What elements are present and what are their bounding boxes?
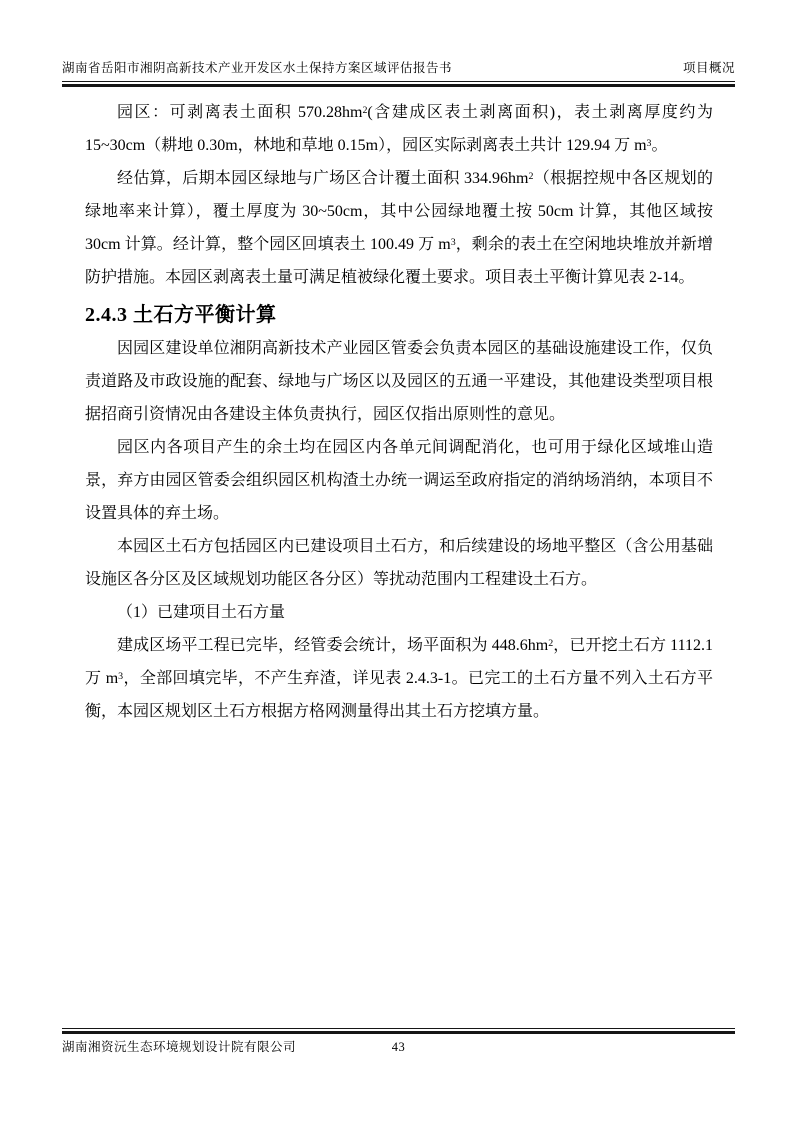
header-rule-thick [62, 84, 735, 87]
paragraph-item-1-title: （1）已建项目土石方量 [117, 604, 286, 621]
footer-rule-thick [62, 1031, 735, 1034]
paragraph-surplus-soil: 园区内各项目产生的余土均在园区内各单元间调配消化，也可用于绿化区域堆山造景，弃方由园区管委会组织园区机构渣土办统一调运至政府指定的消纳场消纳，本项目不设置具体的弃土场。 [85, 439, 713, 522]
superscript-unit: 2 [362, 104, 368, 116]
header-section-label: 项目概况 [682, 61, 735, 75]
paragraph-topsoil-cover: 经估算，后期本园区绿地与广场区合计覆土面积 $334.96hm^2$（根据控规中各区规划的绿地率来计算），覆土厚度为 30~50cm，其中公园绿地覆土按 50cm 计算，其他区域按 30cm 计算。经计算，整个园区回填表土 100.49 万 $m^3$，剩余的表土在空闲地块堆放并新增防护措施。本园区剥离表土量可满足植被绿化覆土要求。项目表土平衡计算见表 2-14。 [85, 170, 713, 286]
page-footer [62, 1028, 735, 1056]
superscript-unit: 3 [450, 236, 456, 248]
document-body [85, 96, 713, 728]
header-report-title: 湖南省岳阳市湘阴高新技术产业开发区水土保持方案区域评估报告书 [62, 61, 453, 75]
superscript-unit: 2 [548, 637, 554, 649]
superscript-unit: 3 [118, 670, 124, 682]
superscript-unit: 3 [646, 137, 652, 149]
paragraph-earthwork-scope: 本园区土石方包括园区内已建设项目土石方，和后续建设的场地平整区（含公用基础设施区各分区及区域规划功能区各分区）等扰动范围内工程建设土石方。 [85, 538, 713, 588]
footer-company-name: 湖南湘资沅生态环境规划设计院有限公司 [62, 1039, 297, 1054]
section-heading-2-4-3: 2.4.3 土石方平衡计算 [85, 304, 277, 326]
header-row [62, 60, 735, 77]
footer-row [62, 1039, 735, 1056]
superscript-unit: 2 [528, 170, 534, 182]
page-header [62, 60, 735, 87]
paragraph-completed-earthwork: 建成区场平工程已完毕，经管委会统计，场平面积为 $448.6hm^2$，已开挖土石方 1112.1 万 $m^3$，全部回填完毕，不产生弃渣，详见表 2.4.3-1。已完工的土石方量不列入土石方平衡，本园区规划区土石方根据方格网测量得出其土石方挖填方量。 [85, 637, 713, 720]
paragraph-construction-responsibility: 因园区建设单位湘阴高新技术产业园区管委会负责本园区的基础设施建设工作，仅负责道路及市政设施的配套、绿地与广场区以及园区的五通一平建设，其他建设类型项目根据招商引资情况由各建设主体负责执行，园区仅指出原则性的意见。 [85, 340, 713, 423]
paragraph-topsoil-strip: 园区：可剥离表土面积 $570.28hm^2$(含建成区表土剥离面积)，表土剥离厚度约为 15~30cm（耕地 0.30m，林地和草地 0.15m），园区实际剥离表土共计 129.94 万 $m^3$。 [85, 104, 713, 154]
header-rule-thin [62, 81, 735, 82]
footer-rule-thin [62, 1028, 735, 1029]
page-number: 43 [391, 1039, 406, 1054]
